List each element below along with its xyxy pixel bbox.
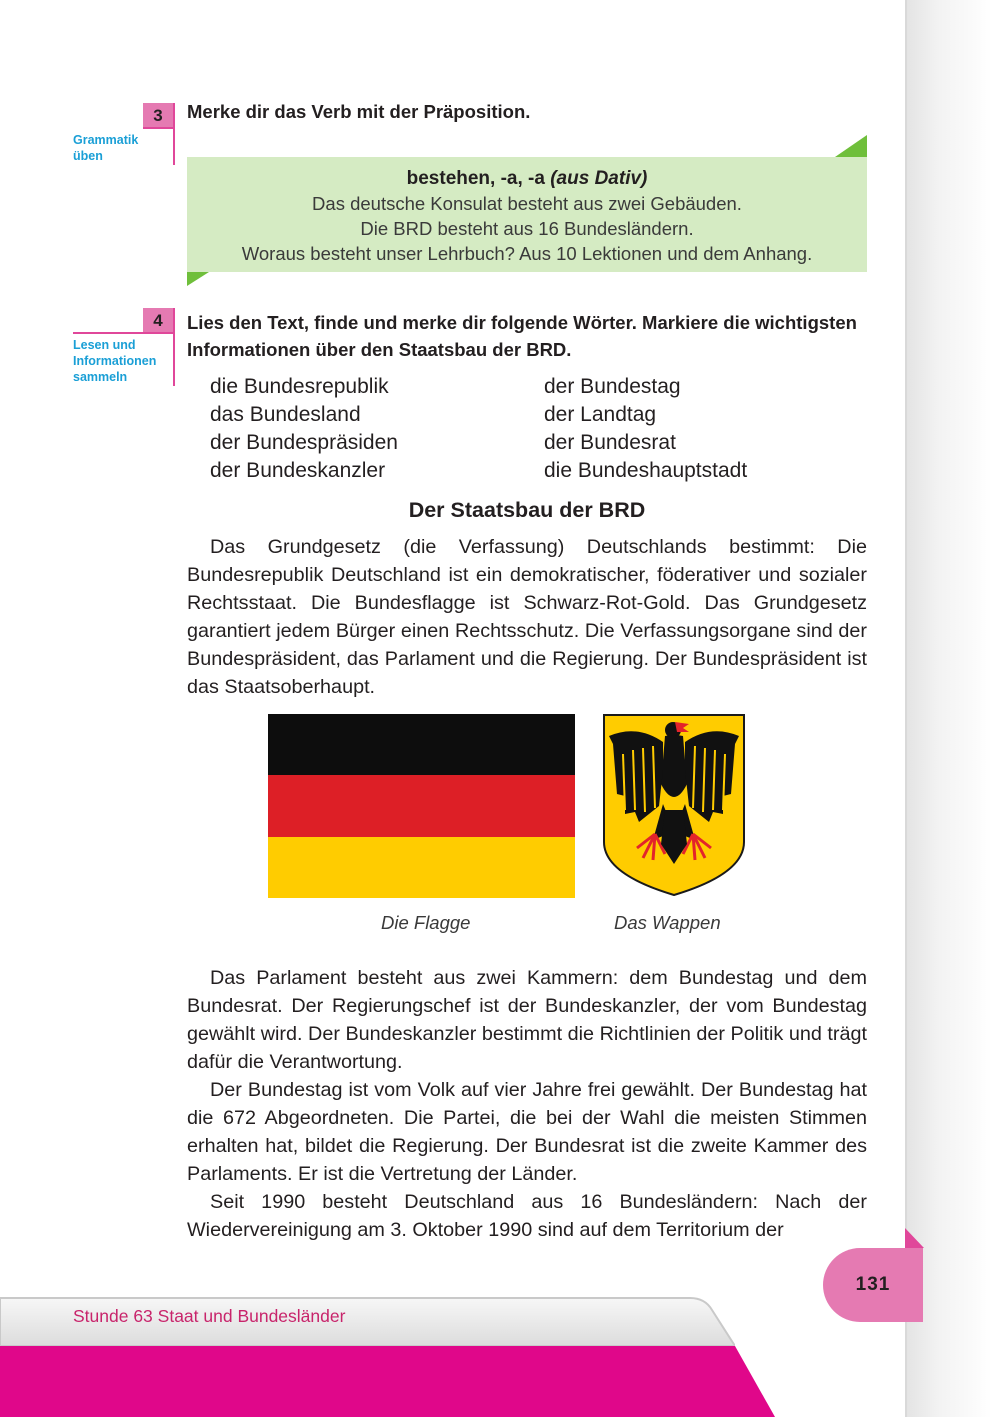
grammar-example: Das deutsche Konsulat besteht aus zwei Gebäuden. (312, 193, 742, 214)
paragraph-text: Das Grundgesetz (die Verfassung) Deutschlands bestimmt: Die Bundesrepublik Deutschland ist ein demokratischer, föderativer und sozialer Rechtsstaat. Die Bundesflagge ist Schwarz-Rot-Gold. Das Grundgesetz garantiert jedem Bürger einen Rechtsschutz. Die Verfassungsorgane sind der Bundespräsident, das Parlament und die Regierung. Der Bundespräsident ist das Staatsoberhaupt. (187, 536, 867, 698)
task-4-title-line: Informationen über den Staatsbau der BRD. (187, 339, 572, 360)
vocab-word: die Bundesrepublik (210, 375, 389, 398)
footer-band (0, 1346, 775, 1417)
task-4-tag (73, 337, 156, 385)
vocab-word: der Bundestag (544, 375, 681, 398)
footer-lesson-title: Stunde 63 Staat und Bundesländer (73, 1306, 346, 1326)
task-3-marker-line (173, 103, 175, 165)
grammar-box (187, 157, 867, 272)
vocab-word: das Bundesland (210, 403, 361, 426)
paragraph-text: Seit 1990 besteht Deutschland aus 16 Bundesländern: Nach der Wiedervereinigung am 3. Oktober 1990 sind auf dem Territorium der (187, 1191, 867, 1241)
coat-of-arms-caption: Das Wappen (614, 912, 721, 933)
vocab-word: der Landtag (544, 403, 657, 426)
page-edge-line (905, 0, 907, 1417)
paragraph-2 (187, 964, 867, 1244)
page-number-corner (905, 1228, 924, 1248)
task-4-tag-line: sammeln (73, 370, 128, 384)
grammar-verb: bestehen, -a, -a (406, 168, 551, 189)
task-3-marker-underline (143, 127, 175, 129)
grammar-verb-line (187, 166, 867, 191)
grammar-case: (aus Dativ) (550, 168, 648, 189)
task-4-tag-line: Informationen (73, 354, 157, 368)
task-number-3: 3 (143, 103, 173, 129)
vocab-word: die Bundeshauptstadt (544, 459, 748, 482)
coat-of-arms-image (603, 714, 745, 896)
german-flag-image (268, 714, 575, 898)
section-title: Der Staatsbau der BRD (408, 498, 646, 522)
task-3-tag (73, 132, 138, 164)
grammar-example: Woraus besteht unser Lehrbuch? Aus 10 Lektionen und dem Anhang. (241, 243, 813, 264)
task-3-tag-line: üben (73, 149, 103, 163)
flag-caption: Die Flagge (381, 912, 471, 933)
task-4-title-line: Lies den Text, finde und merke dir folgende Wörter. Markiere die wichtigsten (187, 312, 857, 333)
paragraph-1 (187, 533, 867, 701)
flag-stripe-black (268, 714, 575, 775)
paragraph-text: Der Bundestag ist vom Volk auf vier Jahre frei gewählt. Der Bundestag hat die 672 Abgeordneten. Die Partei, die bei der Wahl die meisten Stimmen erhalten hat, bildet die Regierung. Der Bundesrat ist die zweite Kammer des Parlaments. Er ist die Vertretung der Länder. (187, 1079, 867, 1185)
task-3-tag-line: Grammatik (73, 133, 139, 147)
task-4-title (187, 309, 857, 363)
vocab-word: der Bundesrat (544, 431, 676, 454)
page-number: 131 (823, 1248, 923, 1322)
paragraph-text: Das Parlament besteht aus zwei Kammern: dem Bundestag und dem Bundesrat. Der Regierungschef ist der Bundeskanzler, der vom Bundestag gewählt wird. Der Bundeskanzler bestimmt die Richtlinien der Politik und trägt dafür die Verantwortung. (187, 967, 867, 1073)
task-number-4: 4 (143, 308, 173, 334)
task-4-tag-line: Lesen und (73, 338, 136, 352)
box-corner-top-right (835, 135, 867, 157)
task-3-title: Merke dir das Verb mit der Präposition. (187, 101, 531, 122)
grammar-example: Die BRD besteht aus 16 Bundesländern. (360, 218, 694, 239)
task-4-marker-line (173, 308, 175, 386)
vocab-word: der Bundespräsiden (210, 431, 398, 454)
flag-stripe-red (268, 775, 575, 836)
task-4-marker-underline (73, 332, 175, 334)
flag-stripe-gold (268, 837, 575, 898)
page-edge-shadow (905, 0, 992, 1417)
vocab-word: der Bundeskanzler (210, 459, 386, 482)
box-corner-bottom-left (187, 272, 209, 286)
